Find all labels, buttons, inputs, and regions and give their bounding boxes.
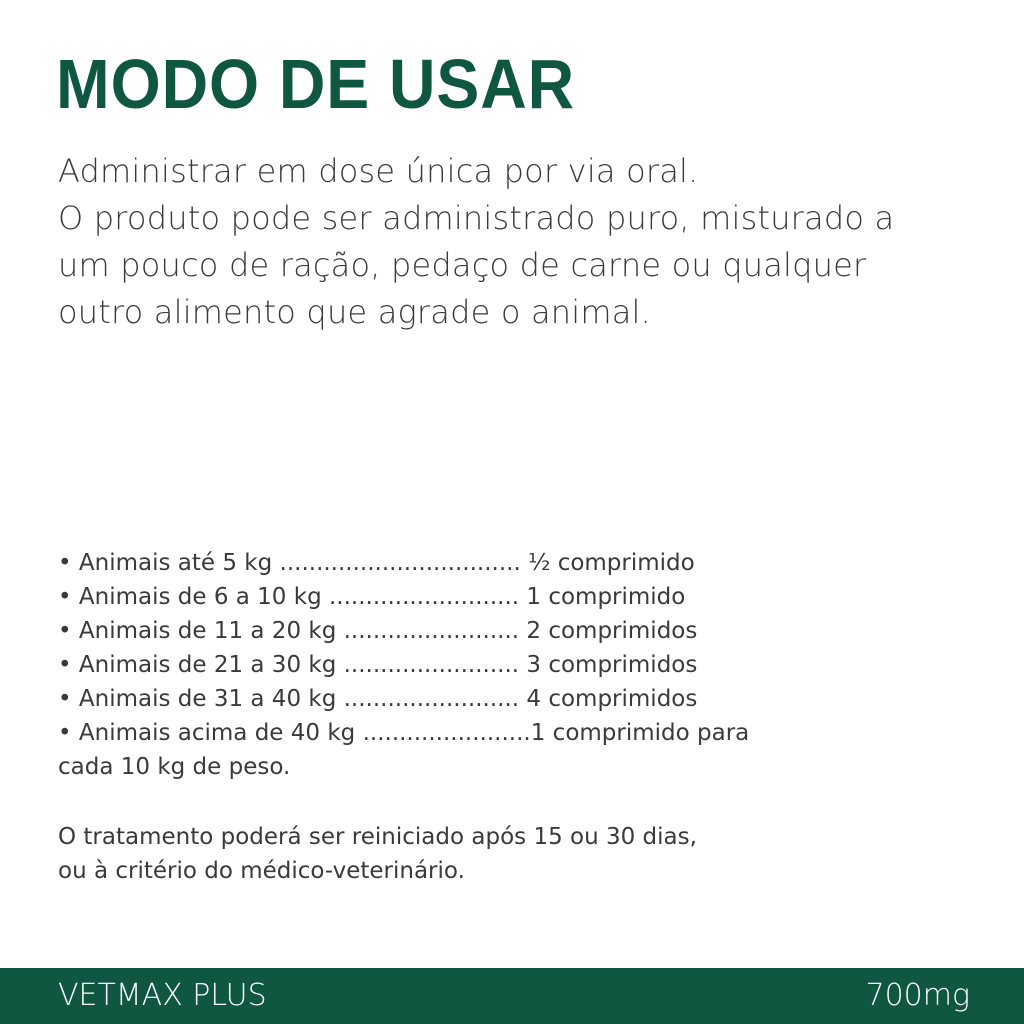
dosage-item: • Animais de 31 a 40 kg ........................ 4 comprimidos xyxy=(58,686,698,712)
dosage-item: • Animais até 5 kg ................................. ½ comprimido xyxy=(58,550,695,576)
note-line: ou à critério do médico-veterinário. xyxy=(58,858,465,884)
instruction-line: Administrar em dose única por via oral. xyxy=(58,152,699,190)
dosage-item-continuation: cada 10 kg de peso. xyxy=(58,754,291,780)
product-dose: 700mg xyxy=(865,978,970,1013)
footer-bar xyxy=(0,968,1024,1024)
dosage-item: • Animais de 21 a 30 kg ........................ 3 comprimidos xyxy=(58,652,698,678)
dosage-item: • Animais de 11 a 20 kg ........................ 2 comprimidos xyxy=(58,618,698,644)
page-title: MODO DE USAR xyxy=(56,45,576,123)
treatment-note xyxy=(58,820,697,888)
instruction-line: O produto pode ser administrado puro, misturado a xyxy=(58,199,895,237)
dosage-item: • Animais acima de 40 kg .......................1 comprimido para xyxy=(58,720,750,746)
dosage-list xyxy=(58,546,749,784)
product-name: VETMAX PLUS xyxy=(58,978,267,1013)
instruction-line: um pouco de ração, pedaço de carne ou qualquer xyxy=(58,246,867,284)
dosage-item: • Animais de 6 a 10 kg .......................... 1 comprimido xyxy=(58,584,686,610)
usage-instructions xyxy=(58,148,958,336)
instruction-line: outro alimento que agrade o animal. xyxy=(58,293,652,331)
note-line: O tratamento poderá ser reiniciado após 15 ou 30 dias, xyxy=(58,824,697,850)
